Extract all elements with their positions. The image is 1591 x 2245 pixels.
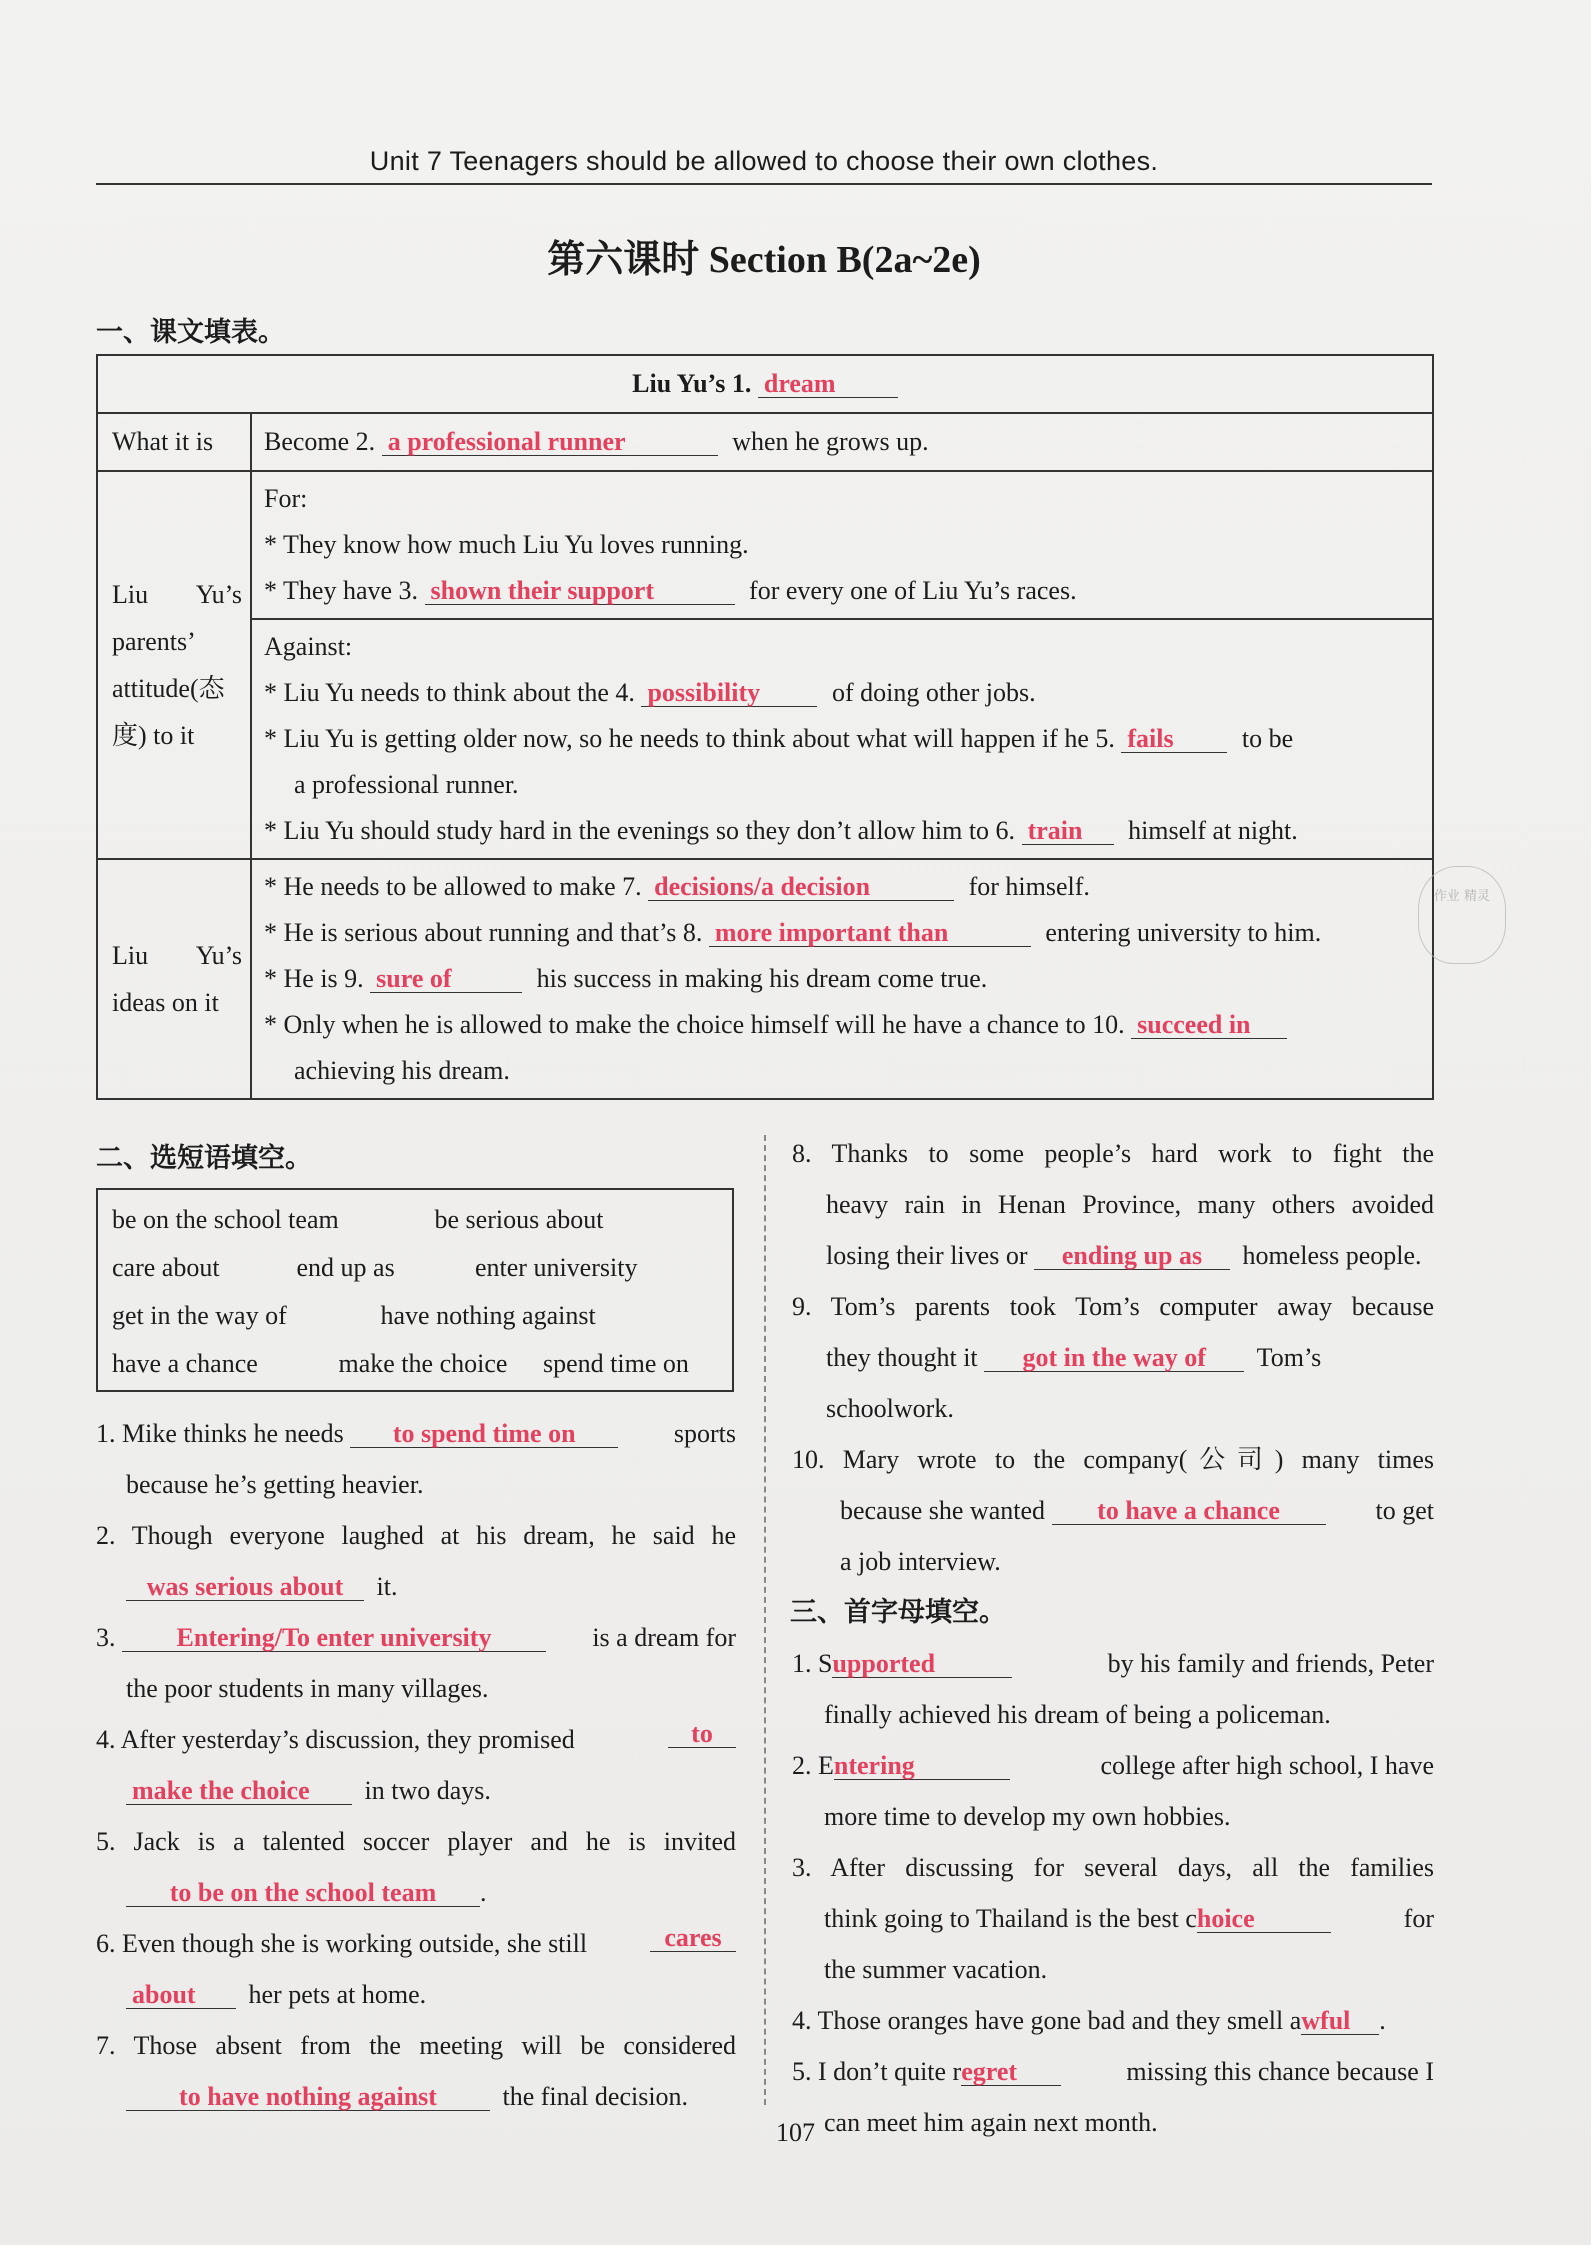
row-label-what: What it is [97,413,251,471]
section-3-heading: 三、首字母填空。 [790,1597,1006,1628]
unit-header: Unit 7 Teenagers should be allowed to choose their own clothes. [369,146,1159,176]
answer-blank-6: train [1022,817,1114,845]
answer-blank: to [668,1720,736,1748]
header-rule [96,183,1432,185]
question: 1. Mike thinks he needs to spend time on sports [96,1419,736,1448]
answer-blank: to spend time on [350,1420,618,1448]
answer-blank: wful [1301,2007,1379,2035]
lesson-title: 第六课时 Section B(2a~2e) [547,239,981,281]
phrase-option: make the choice [338,1349,508,1378]
answer-blank: ending up as [1034,1242,1230,1270]
answer-blank: ntering [834,1752,1010,1780]
phrase-box [96,1188,734,1392]
answer-blank: to have a chance [1052,1497,1326,1525]
phrase-option: enter university [475,1253,638,1282]
answer-blank: to be on the school team [126,1879,480,1907]
table-title: Liu Yu’s 1. [632,369,752,398]
row-label-ideas: Liu Yu’s ideas on it [97,859,251,1099]
table-title-cell [97,355,1433,413]
answer-blank-4: possibility [641,679,817,707]
row-label-attitude: Liu Yu’s parents’ attitude(态 度) to it [97,471,251,859]
section-2-heading: 二、选短语填空。 [96,1143,312,1174]
answer-blank: Entering/To enter university [122,1624,546,1652]
phrase-option: have a chance [112,1349,258,1378]
phrase-option: be on the school team [112,1205,339,1234]
answer-blank-5: fails [1121,725,1227,753]
answer-blank-1: dream [758,370,898,398]
part2-right-column: 8. Thanks to some people’s hard work to fight the heavy rain in Henan Province, many others avoided losing their lives or ending up as homeless people. 9. Tom’s parents took Tom’s computer away because they thought it got in the way of Tom’s schoolwork. 10. Mary wrote to the company(公司) many times because she wanted to have a chance to get a job interview. 三、首字母填空。 1. Supported by his family and friends, Peter finally achieved his dream of being a policeman. 2. Entering college after high school, I have more time to develop my own hobbies. 3. After discussing for several days, all the families think going to Thailand is the best choice for the summer vacation. 4. Those oranges have gone bad and they smell awful . 5. I don’t quite regret missing this chance because I can meet him again next month. [790,1139,1434,2137]
answer-blank: cares [650,1924,736,1952]
answer-blank: hoice [1197,1905,1331,1933]
for-cell: For: * They know how much Liu Yu loves running. * They have 3. shown their support for every one of Liu Yu’s races. [251,471,1433,619]
phrase-option: have nothing against [380,1301,596,1330]
answer-blank-2: a professional runner [382,428,718,456]
answer-blank-10: succeed in [1131,1011,1287,1039]
answer-blank: got in the way of [984,1344,1244,1372]
answer-blank: make the choice [126,1777,352,1805]
column-divider [764,1135,766,2105]
answer-blank: to have nothing against [126,2083,490,2111]
homework-stamp-logo: 作业 精灵 [1418,866,1506,964]
answer-blank-3: shown their support [425,577,735,605]
row-what-content: Become 2. a professional runner when he grows up. [251,413,1433,471]
phrase-option: be serious about [434,1205,604,1234]
part2-left-column: 1. Mike thinks he needs to spend time on sports because he’s getting heavier. 2. Though everyone laughed at his dream, he said he was serious about it. 3. Entering/To enter university is a dream for the poor students in many villages. 4. After yesterday’s discussion, they promised to make the choice in two days. 5. Jack is a talented soccer player and he is invited to be on the school team . 6. Even though she is working outside, she still cares about her pets at home. 7. Those absent from the meeting will be considered to have nothing against the final decision. [96,1408,736,2122]
phrase-option: care about [112,1253,220,1282]
phrase-option: get in the way of [112,1301,287,1330]
phrase-option: spend time on [543,1349,689,1378]
page-number: 107 [776,2118,815,2147]
answer-blank: about [126,1981,236,2009]
answer-blank: was serious about [126,1573,364,1601]
phrase-option: end up as [296,1253,395,1282]
answer-blank-7: decisions/a decision [648,873,954,901]
ideas-cell: * He needs to be allowed to make 7. decisions/a decision for himself. * He is serious about running and that’s 8. more important than entering university to him. * He is 9. sure of his success in making his dream come true. * Only when he is allowed to make the choice himself will he have a chance to 10. succeed in achieving his dream. [251,859,1433,1099]
against-cell: Against: * Liu Yu needs to think about the 4. possibility of doing other jobs. * Liu Yu is getting older now, so he needs to think about what will happen if he 5. fails to be a professional runner. * Liu Yu should study hard in the evenings so they don’t allow him to 6. train himself at night. [251,619,1433,859]
text-fill-table [96,354,1434,1100]
answer-blank: egret [961,2058,1061,2086]
answer-blank-8: more important than [709,919,1031,947]
answer-blank-9: sure of [370,965,522,993]
section-1-heading: 一、课文填表。 [96,317,285,348]
answer-blank: upported [832,1650,1012,1678]
